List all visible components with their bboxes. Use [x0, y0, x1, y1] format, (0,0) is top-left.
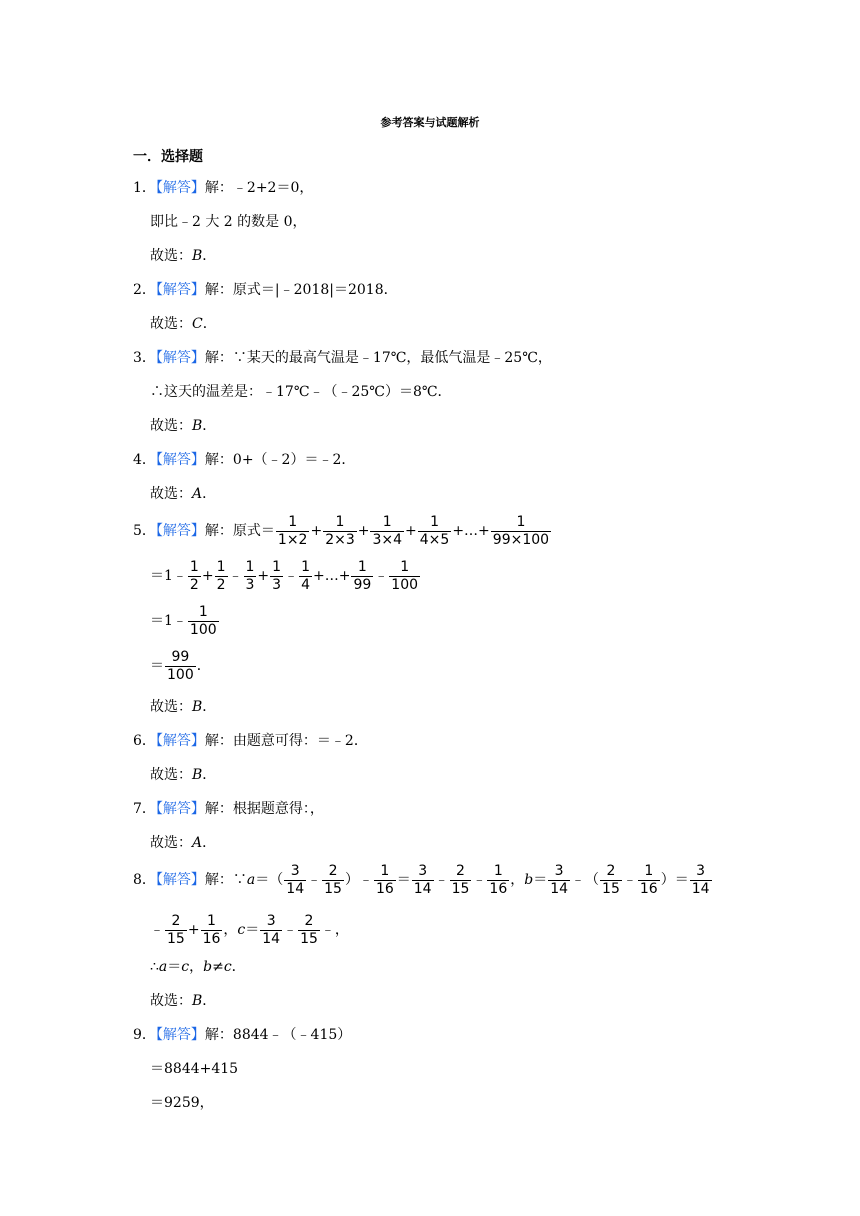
variable-c: c	[237, 922, 246, 938]
operator: +	[257, 568, 270, 584]
denominator: 16	[375, 880, 394, 897]
fraction	[548, 863, 570, 898]
denominator: 15	[324, 880, 342, 897]
solution-label: 解：	[204, 1027, 233, 1043]
denominator: 14	[691, 880, 710, 897]
answer-number: 1．	[133, 180, 156, 196]
operator: +	[310, 523, 323, 539]
numerator: 2	[171, 912, 181, 929]
separator: ，	[189, 959, 204, 975]
operator: ＝（	[255, 872, 284, 888]
answer-2-line-1	[133, 280, 398, 300]
operator: +	[187, 922, 200, 938]
denominator: 16	[639, 880, 658, 897]
choice-label: 故选：	[150, 486, 192, 502]
denominator: 16	[202, 930, 221, 947]
answer-tag: 【解答】	[155, 180, 205, 196]
numerator: 1	[357, 558, 367, 575]
choice-end: ．	[202, 316, 217, 332]
operator: ﹣	[472, 872, 487, 888]
choice-letter: A	[192, 486, 203, 502]
expression-start: ＝	[150, 658, 164, 674]
fraction	[412, 863, 434, 898]
answer-4-line-1	[133, 450, 355, 470]
denominator: 2×3	[325, 531, 355, 548]
choice-end: ．	[202, 767, 217, 783]
numerator: 1	[430, 513, 439, 530]
choice-end: ．	[202, 486, 217, 502]
expression-start: ＝1﹣	[150, 568, 187, 584]
fraction	[270, 559, 283, 594]
operator: +	[201, 568, 214, 584]
variable-c: c	[181, 959, 190, 975]
operator: ﹣	[307, 872, 322, 888]
page-title: 参考答案与试题解析	[380, 116, 480, 129]
variable-b: b	[203, 959, 213, 975]
choice-label: 故选：	[150, 316, 192, 332]
expression-end: ．	[231, 959, 246, 975]
operator: ﹣	[228, 568, 243, 584]
numerator: 1	[198, 603, 208, 620]
answer-8-choice	[150, 991, 216, 1011]
answer-1-line-2: 即比﹣2 大 2 的数是 0，	[150, 214, 307, 230]
numerator: 1	[644, 862, 654, 879]
numerator: 1	[189, 558, 199, 575]
answer-5-line-2	[150, 558, 421, 594]
denominator: 15	[167, 930, 185, 947]
operator: ＝	[396, 872, 411, 888]
answer-number: 6．	[133, 733, 156, 749]
answer-number: 4．	[133, 452, 156, 468]
operator: ﹣	[571, 872, 586, 888]
operator: ﹣	[374, 568, 389, 584]
operator: ﹣	[150, 922, 164, 938]
fraction	[188, 559, 201, 594]
denominator: 3	[272, 576, 282, 593]
operator: ﹣	[358, 872, 373, 888]
operator: +…+	[452, 523, 490, 539]
operator: ﹣	[434, 872, 449, 888]
fraction	[165, 913, 187, 948]
answer-text: 0+（﹣2）＝﹣2．	[232, 452, 356, 468]
operator: +…+	[313, 568, 351, 584]
answer-1-line-1	[133, 178, 313, 198]
choice-letter: A	[192, 835, 203, 851]
denominator: 99	[353, 576, 372, 593]
expression-end: ﹣，	[320, 922, 349, 938]
solution-label: 解：	[204, 523, 233, 539]
answer-6-line-1	[133, 731, 368, 751]
fraction	[374, 863, 396, 898]
choice-end: ．	[202, 835, 217, 851]
solution-label: 解：	[204, 733, 233, 749]
numerator: 3	[266, 912, 276, 929]
solution-label: 解：	[204, 180, 233, 196]
answer-tag: 【解答】	[155, 350, 205, 366]
numerator: 1	[207, 912, 216, 929]
answer-number: 3．	[133, 350, 156, 366]
operator: ＝	[674, 872, 689, 888]
fraction	[322, 863, 344, 898]
fraction	[690, 863, 712, 898]
fraction	[276, 514, 310, 549]
answer-text: 原式＝|﹣2018|＝2018．	[232, 282, 398, 298]
answer-5-line-3	[150, 603, 220, 639]
choice-label: 故选：	[150, 699, 192, 715]
denominator: 14	[286, 880, 305, 897]
operator: ＝	[167, 959, 182, 975]
numerator: 1	[400, 558, 410, 575]
fraction	[487, 863, 509, 898]
answer-8-line-3	[150, 957, 246, 977]
fraction	[244, 559, 257, 594]
fraction	[298, 913, 320, 948]
fraction	[299, 559, 312, 594]
answer-7-line-1	[133, 799, 324, 819]
fraction	[260, 913, 282, 948]
denominator: 3×4	[372, 531, 403, 548]
denominator: 100	[189, 621, 217, 638]
fraction	[491, 514, 551, 549]
answer-9-line-3: ＝9259，	[150, 1095, 214, 1111]
answer-9-line-1	[133, 1025, 351, 1045]
denominator: 15	[602, 880, 620, 897]
denominator: 15	[451, 880, 470, 897]
numerator: 3	[554, 862, 564, 879]
answer-text: 原式＝	[232, 523, 275, 539]
answer-number: 9．	[133, 1027, 156, 1043]
choice-letter: B	[192, 248, 203, 264]
solution-label: 解：	[204, 872, 233, 888]
denominator: 4×5	[419, 531, 450, 548]
answer-3-choice	[150, 416, 216, 436]
choice-label: 故选：	[150, 993, 192, 1009]
solution-label: 解：	[204, 282, 233, 298]
choice-letter: B	[192, 767, 203, 783]
variable-a: a	[158, 959, 168, 975]
solution-label: 解：	[204, 350, 233, 366]
operator: +	[357, 523, 370, 539]
fraction	[323, 514, 357, 549]
denominator: 14	[550, 880, 569, 897]
fraction	[418, 514, 452, 549]
choice-label: 故选：	[150, 835, 192, 851]
because-symbol: ∵	[232, 872, 247, 888]
operator: ﹣	[284, 568, 299, 584]
solution-label: 解：	[204, 801, 233, 817]
operator: ﹣	[622, 872, 637, 888]
answer-3-line-1	[133, 348, 552, 368]
denominator: 4	[301, 576, 310, 593]
operator: （	[585, 872, 600, 888]
variable-a: a	[246, 872, 256, 888]
numerator: 99	[171, 648, 190, 665]
numerator: 3	[290, 862, 300, 879]
answer-5-choice	[150, 697, 216, 717]
answer-text: 根据题意得：，	[232, 801, 324, 817]
answer-number: 8．	[133, 872, 156, 888]
denominator: 3	[245, 576, 255, 593]
answer-8-line-1	[133, 862, 713, 898]
answer-3-line-2: ∴这天的温差是：﹣17℃﹣（﹣25℃）＝8℃．	[150, 384, 452, 400]
separator: ，	[510, 872, 525, 888]
answer-number: 5．	[133, 523, 156, 539]
choice-label: 故选：	[150, 767, 192, 783]
answer-text: 由题意可得：＝﹣2．	[232, 733, 368, 749]
answer-5-line-4	[150, 648, 211, 684]
answer-5-line-1	[133, 513, 552, 549]
fraction	[638, 863, 660, 898]
answer-tag: 【解答】	[155, 452, 205, 468]
operator: ≠	[212, 959, 224, 975]
numerator: 1	[272, 558, 282, 575]
numerator: 1	[380, 862, 390, 879]
choice-label: 故选：	[150, 248, 192, 264]
operator: ）	[344, 872, 359, 888]
denominator: 1×2	[277, 531, 308, 548]
answer-tag: 【解答】	[155, 523, 205, 539]
fraction	[389, 559, 420, 594]
fraction	[351, 559, 373, 594]
answer-tag: 【解答】	[155, 1027, 205, 1043]
numerator: 1	[382, 513, 392, 530]
numerator: 1	[516, 513, 526, 530]
therefore-symbol: ∴	[150, 959, 159, 975]
choice-letter: C	[192, 316, 203, 332]
answer-2-choice	[150, 314, 217, 334]
denominator: 15	[300, 930, 318, 947]
answer-tag: 【解答】	[155, 801, 205, 817]
numerator: 2	[456, 862, 465, 879]
denominator: 2	[189, 576, 199, 593]
choice-end: ．	[202, 699, 217, 715]
fraction	[201, 913, 223, 948]
numerator: 3	[418, 862, 428, 879]
denominator: 100	[167, 666, 194, 683]
answer-4-choice	[150, 484, 216, 504]
answer-6-choice	[150, 765, 216, 785]
operator: ﹣	[283, 922, 298, 938]
choice-label: 故选：	[150, 418, 192, 434]
numerator: 1	[216, 558, 226, 575]
numerator: 2	[304, 912, 314, 929]
numerator: 2	[606, 862, 616, 879]
section-title: 一．选择题	[133, 149, 203, 165]
answer-1-choice	[150, 246, 216, 266]
fraction	[188, 604, 219, 639]
choice-end: ．	[202, 248, 217, 264]
denominator: 99×100	[492, 531, 550, 548]
denominator: 14	[413, 880, 432, 897]
fraction	[284, 863, 306, 898]
fraction	[165, 649, 196, 684]
choice-letter: B	[192, 993, 203, 1009]
numerator: 3	[696, 862, 706, 879]
expression-start: ＝1﹣	[150, 613, 187, 629]
numerator: 1	[288, 513, 298, 530]
answer-text: 8844﹣（﹣415）	[232, 1027, 352, 1043]
answer-number: 7．	[133, 801, 156, 817]
denominator: 14	[262, 930, 281, 947]
choice-letter: B	[192, 699, 203, 715]
answer-7-choice	[150, 833, 216, 853]
operator: ＝	[533, 872, 548, 888]
operator: ＝	[245, 922, 260, 938]
fraction	[450, 863, 472, 898]
operator: +	[405, 523, 417, 539]
variable-c: c	[223, 959, 232, 975]
variable-b: b	[524, 872, 534, 888]
solution-label: 解：	[204, 452, 233, 468]
denominator: 100	[391, 576, 419, 593]
fraction	[215, 559, 228, 594]
expression-end: ．	[196, 658, 211, 674]
answer-tag: 【解答】	[155, 733, 205, 749]
numerator: 1	[493, 862, 503, 879]
answer-text: ﹣2+2＝0，	[232, 180, 314, 196]
operator: ）	[660, 872, 675, 888]
choice-letter: B	[192, 418, 203, 434]
answer-tag: 【解答】	[155, 282, 205, 298]
numerator: 1	[335, 513, 345, 530]
fraction	[370, 514, 404, 549]
answer-tag: 【解答】	[155, 872, 205, 888]
numerator: 2	[328, 862, 338, 879]
answer-text: ∵某天的最高气温是﹣17℃，最低气温是﹣25℃，	[232, 350, 552, 366]
fraction	[600, 863, 622, 898]
choice-end: ．	[202, 993, 217, 1009]
numerator: 1	[301, 558, 310, 575]
separator: ，	[223, 922, 238, 938]
choice-end: ．	[202, 418, 217, 434]
answer-8-line-2	[150, 912, 349, 948]
answer-number: 2．	[133, 282, 156, 298]
numerator: 1	[245, 558, 255, 575]
denominator: 2	[216, 576, 226, 593]
denominator: 16	[489, 880, 508, 897]
answer-9-line-2: ＝8844+415	[150, 1061, 239, 1077]
